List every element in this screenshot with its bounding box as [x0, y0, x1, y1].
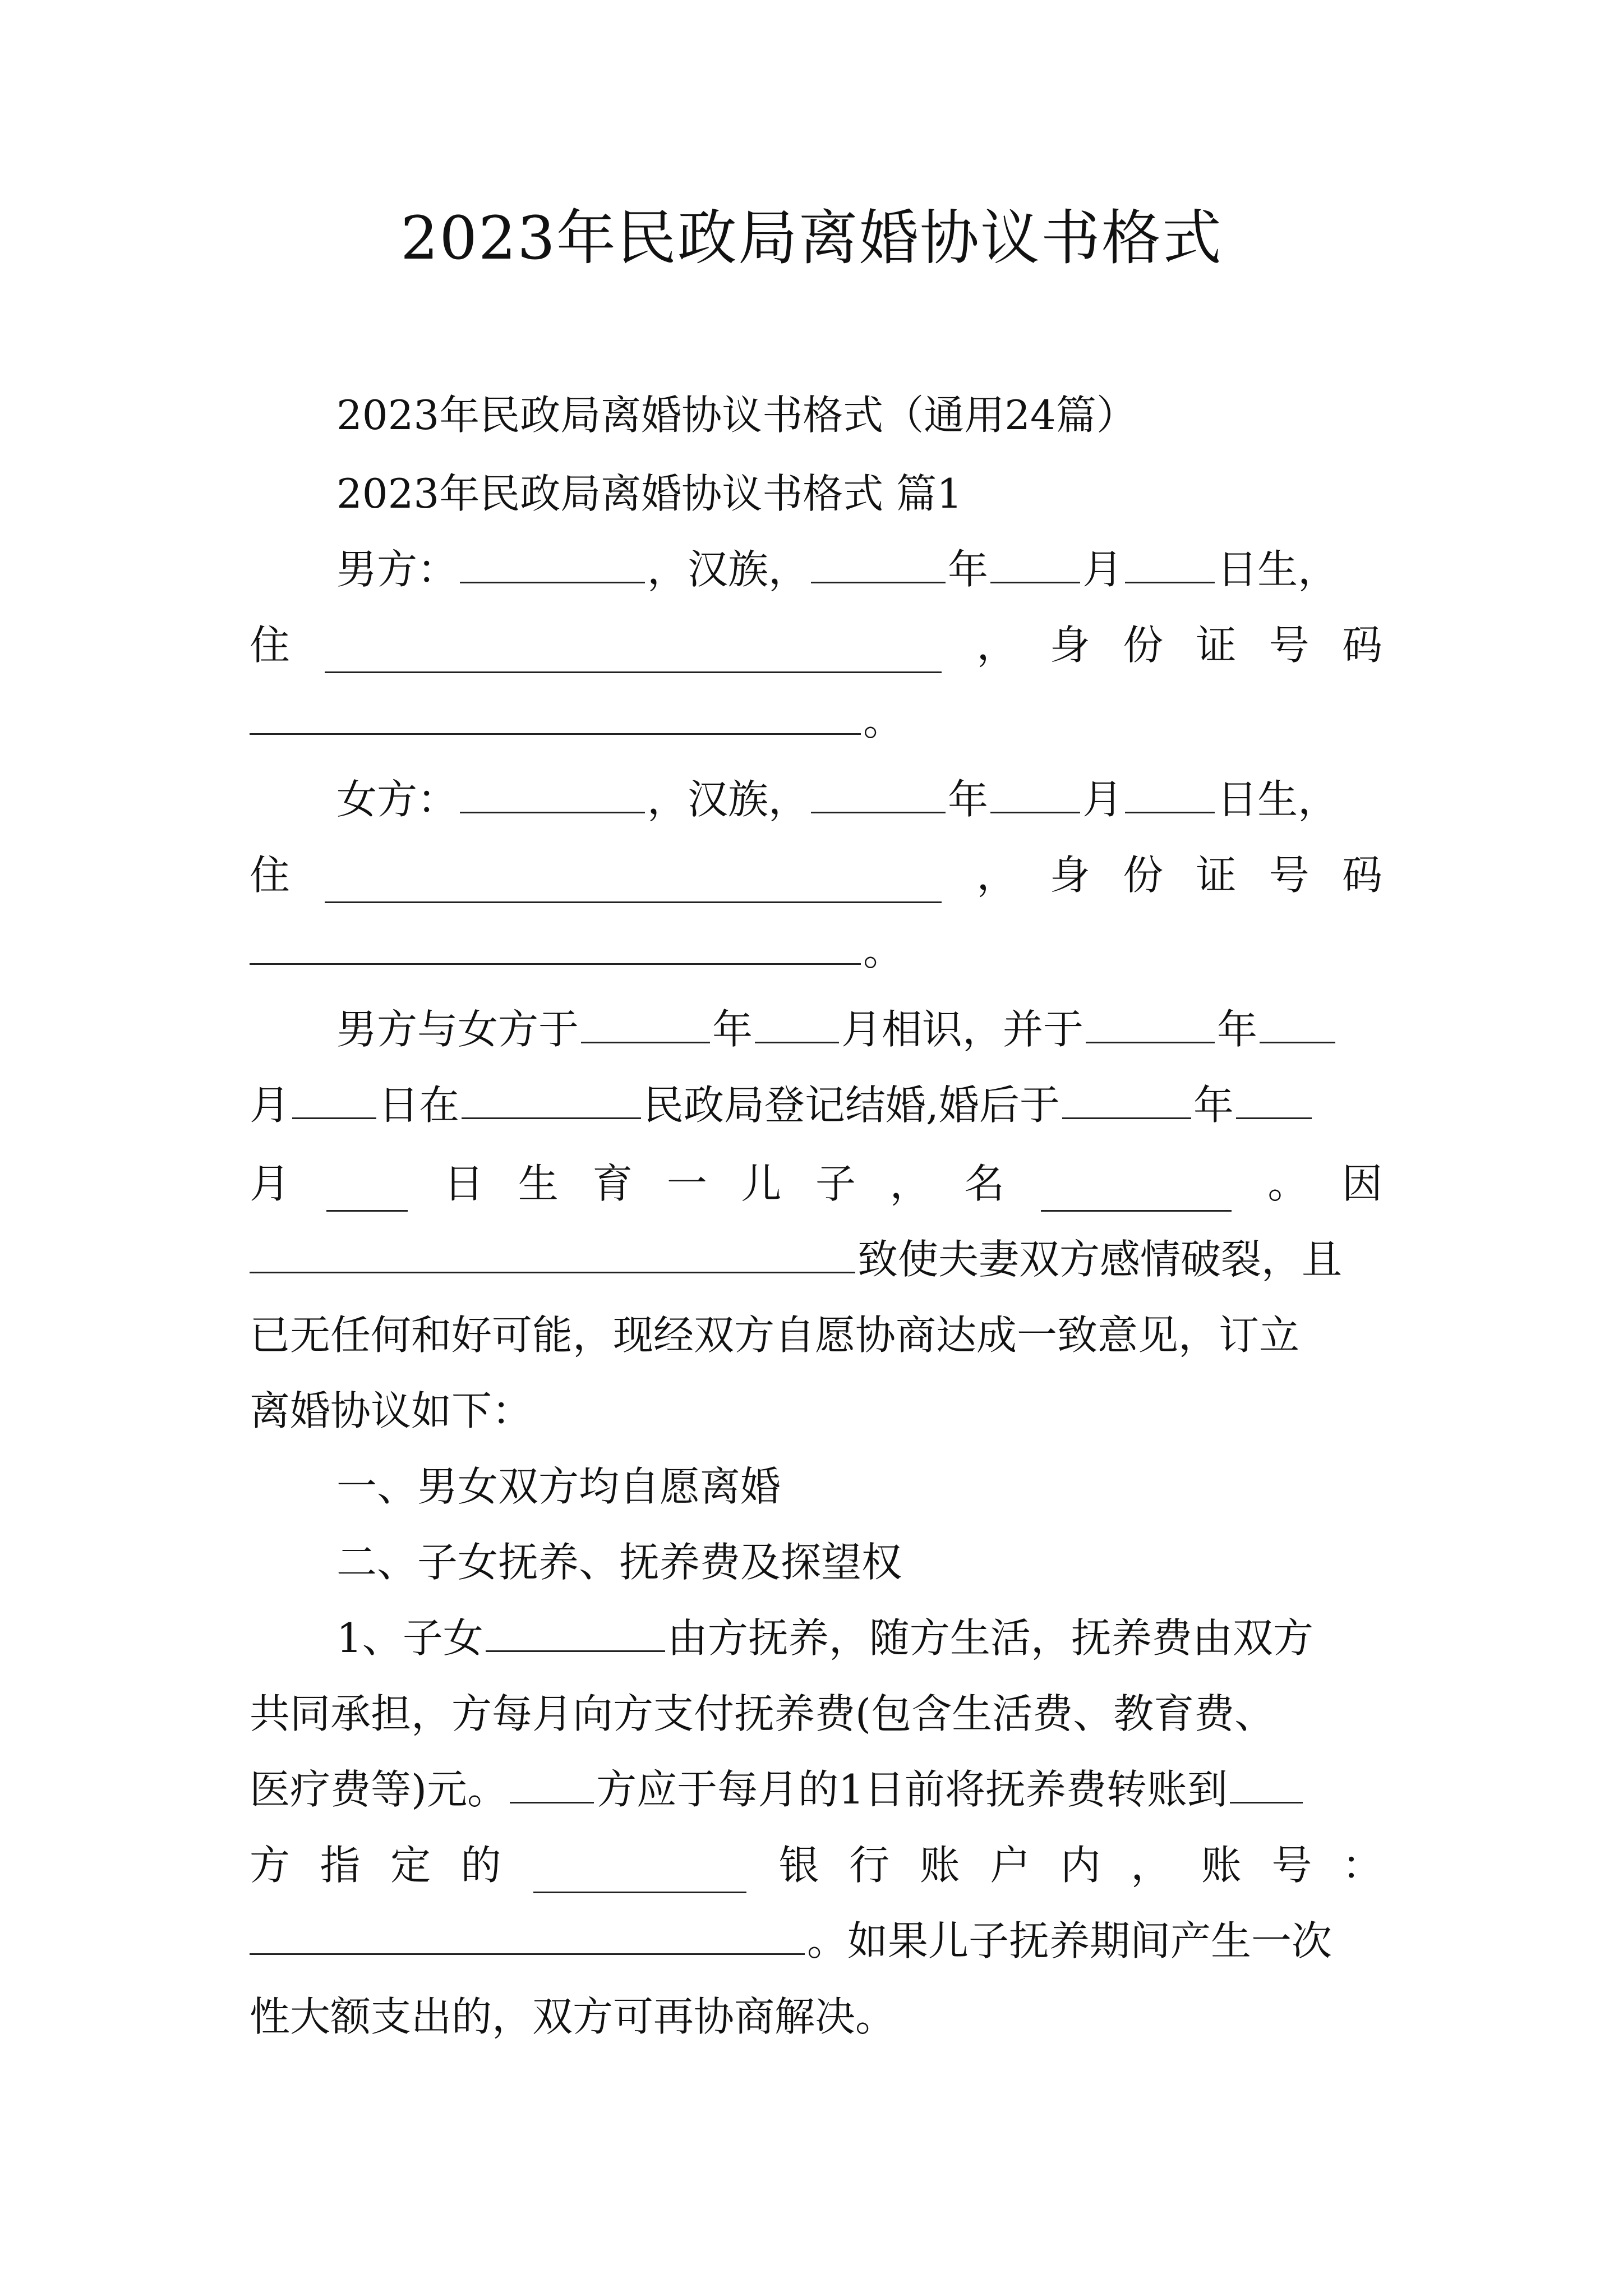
marriage-text: 民政局登记结婚,婚后于: [643, 1082, 1060, 1129]
met-year-blank[interactable]: [581, 1001, 710, 1043]
marriage-text: 男方与女方于: [336, 1006, 579, 1053]
marriage-char: 名: [964, 1160, 1005, 1207]
female-month-label: 月: [1082, 776, 1123, 823]
child-char: 账: [919, 1842, 960, 1889]
male-id-char: ，: [976, 622, 1017, 669]
marriage-text: 月相识，并于: [841, 1006, 1084, 1053]
female-year-blank[interactable]: [811, 771, 946, 813]
male-id-char: 证: [1196, 622, 1237, 669]
reason-blank[interactable]: [250, 1231, 855, 1273]
female-end: 。: [863, 927, 904, 974]
child-char: 方: [250, 1842, 291, 1889]
marriage-text: 月: [250, 1082, 291, 1129]
female-id-blank[interactable]: [250, 923, 861, 965]
male-label: 男方：: [336, 546, 458, 593]
marriage-char: ，: [889, 1160, 930, 1207]
male-line-1: [336, 541, 1382, 597]
child-char: 户: [990, 1842, 1031, 1889]
child-char: ，: [1131, 1842, 1172, 1889]
female-label: 女方：: [336, 776, 458, 823]
child-char: 指: [320, 1842, 361, 1889]
male-day-blank[interactable]: [1125, 541, 1215, 583]
male-ethnic: ，汉族，: [647, 546, 809, 593]
female-address-blank[interactable]: [325, 861, 942, 903]
female-birth-label: 日生，: [1217, 776, 1339, 823]
child-char: ：: [1341, 1842, 1382, 1889]
bank-blank[interactable]: [533, 1851, 746, 1893]
child-char: 号: [1271, 1842, 1312, 1889]
female-year-label: 年: [948, 776, 989, 823]
child-text: 。如果儿子抚养期间产生一次: [807, 1917, 1332, 1964]
female-id-char: 证: [1196, 852, 1237, 899]
marriage-text: 年: [1217, 1006, 1258, 1053]
child-line-5: [250, 1913, 1382, 1969]
marriage-char: 日: [444, 1160, 485, 1207]
payee-blank[interactable]: [1230, 1761, 1303, 1803]
marriage-line-5: 已无任何和好可能，现经双方自愿协商达成一致意见，订立: [250, 1312, 1300, 1359]
male-month-label: 月: [1082, 546, 1123, 593]
male-birth-label: 日生，: [1217, 546, 1339, 593]
male-year-label: 年: [948, 546, 989, 593]
section-heading: 2023年民政局离婚协议书格式 篇1: [336, 470, 962, 517]
male-line-2: [250, 617, 1382, 673]
birth-month-blank[interactable]: [1236, 1077, 1312, 1119]
child-line-1: [336, 1610, 1382, 1666]
female-ethnic: ，汉族，: [647, 776, 809, 823]
female-id-char: ，: [976, 852, 1017, 899]
marriage-text: 致使夫妻双方感情破裂，且: [857, 1236, 1343, 1283]
male-address-blank[interactable]: [325, 631, 942, 673]
female-id-char: 号: [1269, 852, 1310, 899]
male-end: 。: [863, 697, 904, 744]
child-char: 账: [1201, 1842, 1242, 1889]
male-id-char: 身: [1049, 622, 1090, 669]
clause-1: 一、男女双方均自愿离婚: [336, 1463, 781, 1510]
female-day-blank[interactable]: [1125, 771, 1215, 813]
account-blank[interactable]: [250, 1913, 805, 1955]
custody-blank[interactable]: [486, 1610, 665, 1652]
document-title: 2023年民政局离婚协议书格式: [400, 204, 1223, 273]
document-subtitle: 2023年民政局离婚协议书格式（通用24篇）: [336, 392, 1137, 439]
marriage-char: 。: [1267, 1160, 1308, 1207]
marriage-char: 育: [592, 1160, 633, 1207]
birth-year-blank[interactable]: [1062, 1077, 1191, 1119]
met-month-blank[interactable]: [755, 1001, 839, 1043]
child-char: 内: [1060, 1842, 1101, 1889]
marriage-char: 因: [1341, 1160, 1382, 1207]
child-text: 方应于每月的1日前将抚养费转账到: [596, 1766, 1228, 1813]
marriage-text: 日在: [379, 1082, 460, 1129]
male-id-char: 码: [1341, 622, 1382, 669]
child-char: 行: [849, 1842, 890, 1889]
wed-year-blank[interactable]: [1086, 1001, 1215, 1043]
female-id-char: 码: [1341, 852, 1382, 899]
male-id-blank[interactable]: [250, 693, 861, 735]
child-line-2: 共同承担，方每月向方支付抚养费(包含生活费、教育费、: [250, 1690, 1275, 1737]
marriage-line-6: 离婚协议如下：: [250, 1387, 533, 1434]
male-month-blank[interactable]: [990, 541, 1080, 583]
child-char: 银: [778, 1842, 819, 1889]
birth-day-blank[interactable]: [326, 1170, 408, 1212]
wed-month-blank[interactable]: [1260, 1001, 1335, 1043]
marriage-char: 一: [666, 1160, 707, 1207]
female-month-blank[interactable]: [990, 771, 1080, 813]
payer-blank[interactable]: [510, 1761, 594, 1803]
male-year-blank[interactable]: [811, 541, 946, 583]
female-name-blank[interactable]: [460, 771, 645, 813]
female-id-char: 身: [1049, 852, 1090, 899]
child-line-4: [250, 1837, 1382, 1893]
female-live-label: 住: [250, 852, 291, 899]
child-text: 1、子女: [336, 1614, 483, 1662]
marriage-line-1: [336, 1001, 1382, 1057]
child-char: 的: [460, 1842, 501, 1889]
male-line-3: [250, 693, 1382, 749]
marriage-text: 年: [1193, 1082, 1234, 1129]
marriage-char: 儿: [741, 1160, 782, 1207]
child-line-6: 性大额支出的，双方可再协商解决。: [250, 1993, 896, 2040]
marriage-line-4: [250, 1231, 1382, 1287]
male-id-char: 号: [1269, 622, 1310, 669]
female-line-1: [336, 771, 1382, 827]
child-text: 由方抚养，随方生活，抚养费由双方: [667, 1614, 1313, 1662]
male-name-blank[interactable]: [460, 541, 645, 583]
female-line-3: [250, 923, 1382, 979]
female-line-2: [250, 847, 1382, 903]
child-name-blank[interactable]: [1041, 1170, 1232, 1212]
marriage-char: 子: [815, 1160, 856, 1207]
female-id-char: 份: [1123, 852, 1164, 899]
marriage-line-3: [250, 1156, 1382, 1212]
child-char: 定: [390, 1842, 431, 1889]
marriage-line-2: [250, 1077, 1382, 1133]
male-live-label: 住: [250, 622, 291, 669]
male-id-char: 份: [1123, 622, 1164, 669]
bureau-blank[interactable]: [462, 1077, 641, 1119]
wed-day-blank[interactable]: [292, 1077, 376, 1119]
marriage-text: 年: [712, 1006, 753, 1053]
marriage-char: 生: [518, 1160, 559, 1207]
child-line-3: [250, 1761, 1382, 1818]
clause-2: 二、子女抚养、抚养费及探望权: [336, 1539, 902, 1586]
child-text: 医疗费等)元。: [250, 1766, 508, 1813]
marriage-char: 月: [250, 1160, 291, 1207]
